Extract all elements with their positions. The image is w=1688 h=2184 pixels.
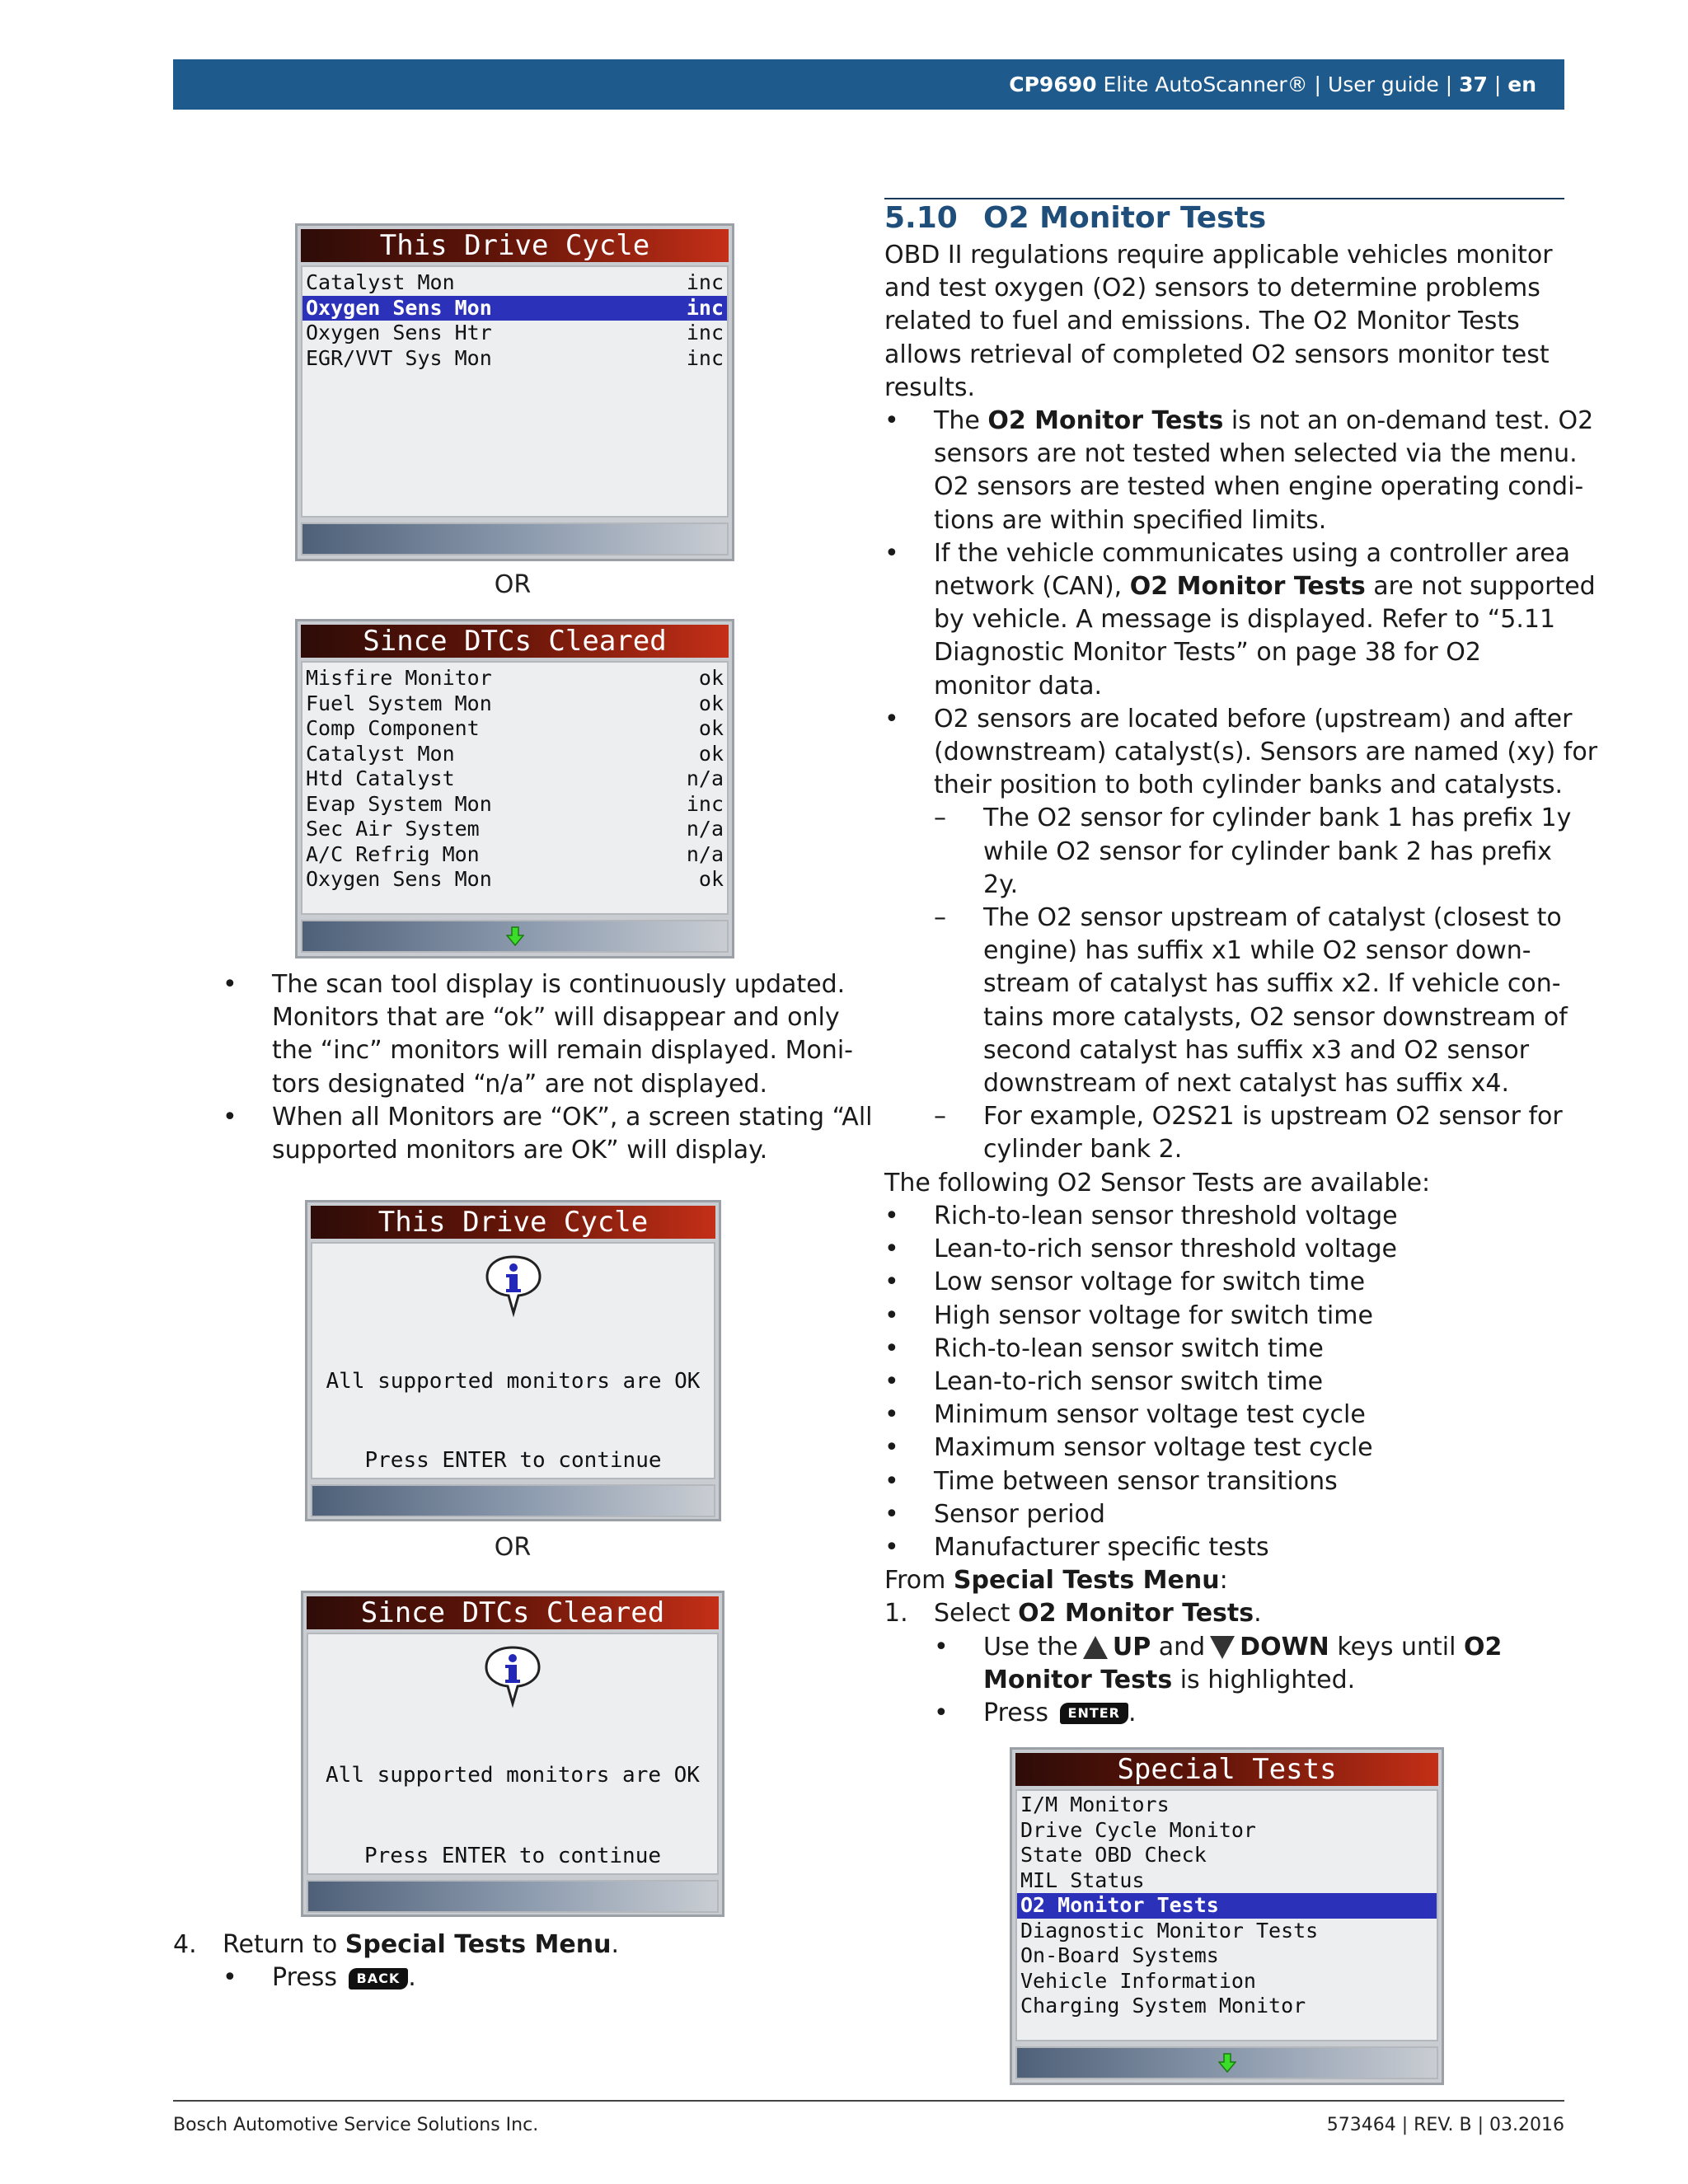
- text-line: The O2 sensor for cylinder bank 1 has prefix 1y: [983, 804, 1572, 833]
- menu-item[interactable]: Drive Cycle Monitor: [1020, 1817, 1256, 1842]
- down-arrow-icon: [1210, 1636, 1235, 1659]
- section-rule: [884, 198, 1564, 199]
- screen-special-tests-menu: [1010, 1747, 1444, 2085]
- scroll-down-arrow-icon[interactable]: [1218, 2053, 1236, 2073]
- menu-item[interactable]: On-Board Systems: [1020, 1943, 1219, 1967]
- text-line: Monitor Tests is highlighted.: [983, 1665, 1356, 1694]
- scroll-down-arrow-icon[interactable]: [506, 926, 524, 946]
- dash: –: [934, 1102, 946, 1132]
- enter-key-icon: ENTER: [1060, 1703, 1128, 1724]
- list-item: High sensor voltage for switch time: [934, 1301, 1373, 1330]
- screen-since-dtcs-cleared-list: [295, 619, 734, 958]
- bullet: •: [884, 1301, 899, 1330]
- screen-body: [301, 661, 729, 915]
- dash: –: [934, 903, 946, 933]
- right-column-text: [884, 239, 1597, 1730]
- up-arrow-icon: [1083, 1636, 1108, 1659]
- screen-title: This Drive Cycle: [311, 1206, 715, 1239]
- bullet: •: [884, 704, 899, 733]
- tests-list: [884, 1200, 1597, 1564]
- list-item: Time between sensor transitions: [934, 1466, 1338, 1496]
- menu-item[interactable]: Charging System Monitor: [1020, 1994, 1306, 2018]
- bullet: •: [884, 1466, 899, 1496]
- bullet: •: [934, 1632, 949, 1661]
- from-line: From Special Tests Menu:: [884, 1566, 1228, 1596]
- or-label: OR: [494, 570, 532, 599]
- text-line: The O2 Monitor Tests is not an on-demand test. O2: [934, 406, 1594, 436]
- footer-rule: [173, 2100, 1564, 2102]
- bullet: •: [884, 1400, 899, 1430]
- back-key-icon: BACK: [349, 1968, 409, 1990]
- text-line: and test oxygen (O2) sensors to determine problems: [884, 274, 1540, 303]
- text-line: The scan tool display is continuously updated.: [272, 970, 846, 999]
- screen-body: [311, 1242, 715, 1479]
- text-line: the “inc” monitors will remain displayed. Moni-: [272, 1036, 853, 1066]
- bullet: •: [884, 1532, 899, 1562]
- screen-body: [1015, 1789, 1438, 2041]
- bullet: •: [884, 1499, 899, 1529]
- prompt-text: Press ENTER to continue: [363, 1844, 662, 1868]
- list-item[interactable]: Evap System Mon inc: [306, 791, 724, 816]
- text-line: tions are within specified limits.: [934, 505, 1327, 535]
- screen-footer: [301, 920, 729, 953]
- list-item: Manufacturer specific tests: [934, 1532, 1269, 1562]
- info-icon: [483, 1644, 542, 1710]
- bullet: •: [884, 1433, 899, 1463]
- list-item-selected[interactable]: Oxygen Sens Mon inc: [302, 296, 727, 321]
- list-item: Lean-to-rich sensor switch time: [934, 1366, 1324, 1396]
- bullet: •: [884, 406, 899, 436]
- prompt-text: Press ENTER to continue: [364, 1448, 662, 1473]
- text-line: Diagnostic Monitor Tests” on page 38 for O2: [934, 638, 1481, 668]
- text-line: related to fuel and emissions. The O2 Monitor Tests: [884, 307, 1520, 336]
- text-line: second catalyst has suffix x3 and O2 sensor: [983, 1035, 1530, 1065]
- bullet: •: [934, 1698, 949, 1727]
- section-heading: 5.10 O2 Monitor Tests: [884, 201, 1267, 235]
- list-item[interactable]: A/C Refrig Mon n/a: [306, 841, 724, 866]
- list-item[interactable]: Oxygen Sens Htr inc: [306, 321, 724, 344]
- footer-company: Bosch Automotive Service Solutions Inc.: [173, 2115, 539, 2135]
- step-1: 1. Select O2 Monitor Tests.: [884, 1599, 1262, 1629]
- list-item[interactable]: Sec Air System n/a: [306, 817, 724, 841]
- text-line: tors designated “n/a” are not displayed.: [272, 1069, 768, 1099]
- text-line: Use the UP and DOWN keys until O2: [983, 1632, 1503, 1661]
- list-item: Rich-to-lean sensor threshold voltage: [934, 1201, 1398, 1230]
- bullet: •: [884, 1333, 899, 1363]
- screen-title: Since DTCs Cleared: [307, 1596, 719, 1629]
- list-item: Lean-to-rich sensor threshold voltage: [934, 1235, 1397, 1264]
- menu-item[interactable]: State OBD Check: [1020, 1843, 1207, 1867]
- left-bullet-list: [223, 968, 873, 1167]
- text-line: monitor data.: [934, 671, 1103, 701]
- list-item: Rich-to-lean sensor switch time: [934, 1333, 1324, 1363]
- text-line: tains more catalysts, O2 sensor downstream of: [983, 1002, 1568, 1032]
- text-line: O2 sensors are tested when engine operating condi-: [934, 472, 1584, 502]
- list-item[interactable]: Comp Component ok: [306, 716, 724, 740]
- menu-item-selected[interactable]: O2 Monitor Tests: [1017, 1893, 1437, 1919]
- list-item[interactable]: EGR/VVT Sys Mon inc: [306, 345, 724, 370]
- bullet: •: [223, 970, 237, 999]
- bullet: •: [884, 1235, 899, 1264]
- list-item: Minimum sensor voltage test cycle: [934, 1400, 1366, 1430]
- or-label: OR: [494, 1533, 532, 1562]
- screen-footer: [1015, 2046, 1438, 2079]
- text-line: supported monitors are OK” will display.: [272, 1136, 768, 1165]
- list-item: Sensor period: [934, 1499, 1105, 1529]
- list-item[interactable]: Catalyst Mon ok: [306, 741, 724, 766]
- footer-doc-number: 573464 | REV. B | 03.2016: [1326, 2115, 1564, 2135]
- message-text: All supported monitors are OK: [326, 1763, 700, 1788]
- menu-item[interactable]: I/M Monitors: [1020, 1793, 1170, 1816]
- text-line: cylinder bank 2.: [983, 1135, 1183, 1165]
- menu-item[interactable]: Vehicle Information: [1020, 1968, 1256, 1993]
- text-line: If the vehicle communicates using a controller area: [934, 538, 1571, 568]
- text-line: When all Monitors are “OK”, a screen stating “All: [272, 1102, 873, 1132]
- text-line: The O2 sensor upstream of catalyst (closest to: [983, 903, 1562, 933]
- step-4: 4. Return to Special Tests Menu.: [173, 1930, 620, 1959]
- step-4-press: • Press BACK .: [223, 1963, 416, 1992]
- text-line: results.: [884, 373, 976, 402]
- text-line: downstream of next catalyst has suffix x4.: [983, 1069, 1509, 1099]
- text-line: their position to both cylinder banks and catalysts.: [934, 771, 1564, 800]
- text-line: Monitors that are “ok” will disappear and only: [272, 1003, 840, 1033]
- info-icon: [484, 1254, 543, 1319]
- screen-title: This Drive Cycle: [301, 229, 729, 262]
- screen-title: Special Tests: [1015, 1753, 1438, 1786]
- text-line: while O2 sensor for cylinder bank 2 has prefix: [983, 837, 1552, 866]
- text-line: allows retrieval of completed O2 sensors monitor test: [884, 340, 1550, 369]
- text-line: Press ENTER .: [983, 1698, 1137, 1727]
- list-item[interactable]: Oxygen Sens Mon ok: [306, 867, 724, 891]
- list-item[interactable]: Misfire Monitor ok: [306, 666, 724, 690]
- header-bar: [173, 59, 1564, 110]
- text-line: For example, O2S21 is upstream O2 sensor for: [983, 1102, 1563, 1132]
- screen-since-dtcs-cleared-message: [301, 1591, 724, 1917]
- text-line: sensors are not tested when selected via the menu.: [934, 439, 1578, 469]
- text-line: network (CAN), O2 Monitor Tests are not supported: [934, 572, 1596, 602]
- text-line: engine) has suffix x1 while O2 sensor down-: [983, 936, 1531, 966]
- screen-this-drive-cycle-list: [295, 223, 734, 561]
- screen-footer: [307, 1880, 719, 1913]
- dash: –: [934, 804, 946, 833]
- screen-footer: [311, 1484, 715, 1517]
- message-text: All supported monitors are OK: [326, 1369, 701, 1394]
- menu-item[interactable]: MIL Status: [1020, 1868, 1145, 1892]
- text-line: (downstream) catalyst(s). Sensors are named (xy) for: [934, 738, 1598, 767]
- bullet: •: [884, 1268, 899, 1297]
- list-item: Low sensor voltage for switch time: [934, 1268, 1366, 1297]
- text-line: O2 sensors are located before (upstream) and after: [934, 704, 1573, 733]
- screen-body: [301, 265, 729, 518]
- text-line: stream of catalyst has suffix x2. If vehicle con-: [983, 969, 1561, 999]
- screen-body: [307, 1633, 719, 1875]
- text-line: 2y.: [983, 869, 1019, 899]
- list-item[interactable]: Htd Catalyst n/a: [306, 766, 724, 790]
- text-line: by vehicle. A message is displayed. Refer to “5.11: [934, 605, 1556, 635]
- bullet: •: [884, 1366, 899, 1396]
- screen-footer: [301, 523, 729, 555]
- bullet: •: [884, 1201, 899, 1230]
- header-text: CP9690 Elite AutoScanner® | User guide | 37 | en: [1009, 73, 1536, 96]
- list-item[interactable]: Fuel System Mon ok: [306, 691, 724, 715]
- screen-this-drive-cycle-message: [305, 1200, 721, 1521]
- text-line: The following O2 Sensor Tests are available:: [884, 1168, 1431, 1197]
- bullet: •: [223, 1102, 237, 1132]
- list-item[interactable]: Catalyst Mon inc: [306, 270, 724, 294]
- screen-title: Since DTCs Cleared: [301, 625, 729, 658]
- list-item: Maximum sensor voltage test cycle: [934, 1433, 1373, 1463]
- bullet: •: [884, 538, 899, 568]
- menu-item[interactable]: Diagnostic Monitor Tests: [1020, 1918, 1319, 1943]
- text-line: OBD II regulations require applicable vehicles monitor: [884, 241, 1553, 269]
